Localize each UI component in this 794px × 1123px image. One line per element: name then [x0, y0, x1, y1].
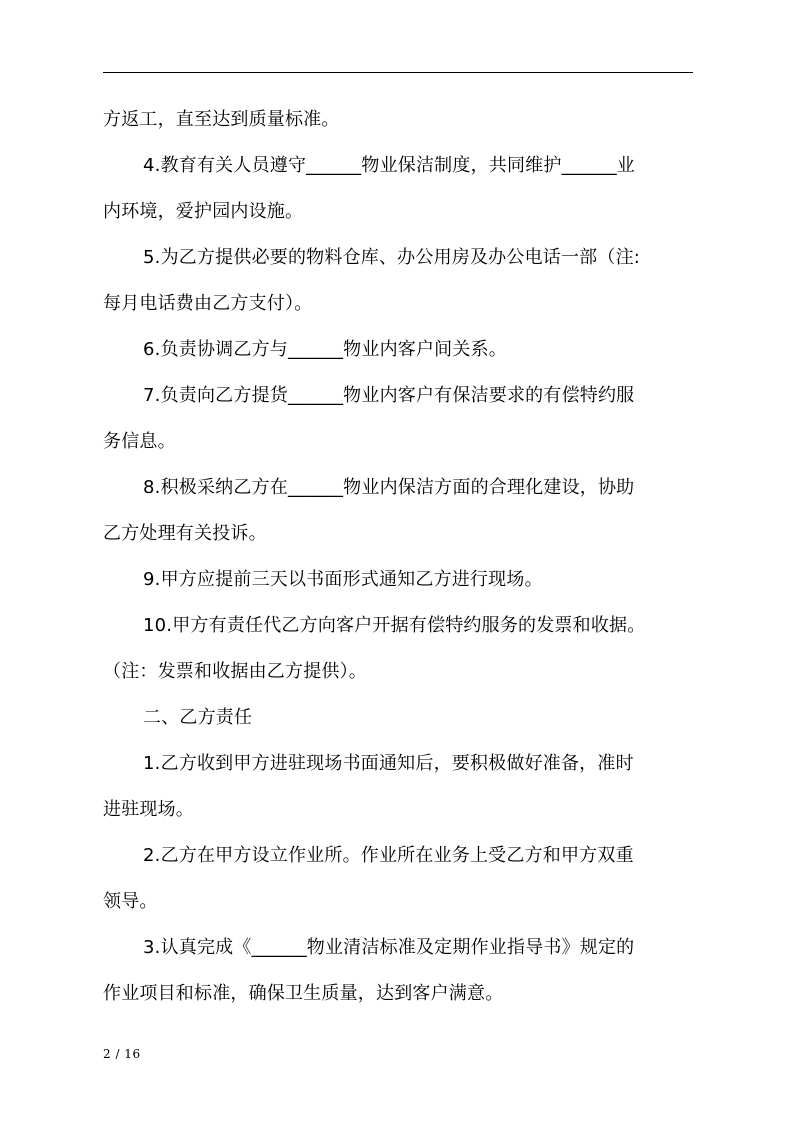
text-line: 乙方处理有关投诉。: [103, 523, 267, 544]
header-rule: [103, 72, 693, 73]
text-line: 5.为乙方提供必要的物料仓库、办公用房及办公电话一部（注:: [143, 247, 641, 268]
text-line: 10.甲方有责任代乙方向客户开据有偿特约服务的发票和收据。: [143, 615, 646, 636]
text-line: 务信息。: [103, 431, 176, 452]
text-line: 3.认真完成《______物业清洁标准及定期作业指导书》规定的: [143, 937, 635, 958]
text-line: 2.乙方在甲方设立作业所。作业所在业务上受乙方和甲方双重: [143, 845, 634, 866]
text-line: 7.负责向乙方提货______物业内客户有保洁要求的有偿特约服: [143, 385, 635, 406]
page-number: 2 / 16: [103, 1047, 141, 1061]
text-line: 进驻现场。: [103, 799, 194, 820]
text-line: 6.负责协调乙方与______物业内客户间关系。: [143, 339, 507, 360]
text-line: 1.乙方收到甲方进驻现场书面通知后，要积极做好准备，准时: [143, 753, 634, 774]
text-line: 8.积极采纳乙方在______物业内保洁方面的合理化建设，协助: [143, 477, 635, 498]
section-heading: 二、乙方责任: [143, 707, 253, 728]
text-line: 方返工，直至达到质量标准。: [103, 109, 340, 130]
text-line: 9.甲方应提前三天以书面形式通知乙方进行现场。: [143, 569, 543, 590]
text-line: （注：发票和收据由乙方提供）。: [103, 661, 367, 682]
text-line: 作业项目和标准，确保卫生质量，达到客户满意。: [103, 983, 504, 1004]
text-line: 领导。: [103, 891, 158, 912]
text-line: 4.教育有关人员遵守______物业保洁制度，共同维护______业: [143, 155, 635, 176]
text-line: 每月电话费由乙方支付）。: [103, 293, 313, 314]
text-line: 内环境，爱护园内设施。: [103, 201, 304, 222]
